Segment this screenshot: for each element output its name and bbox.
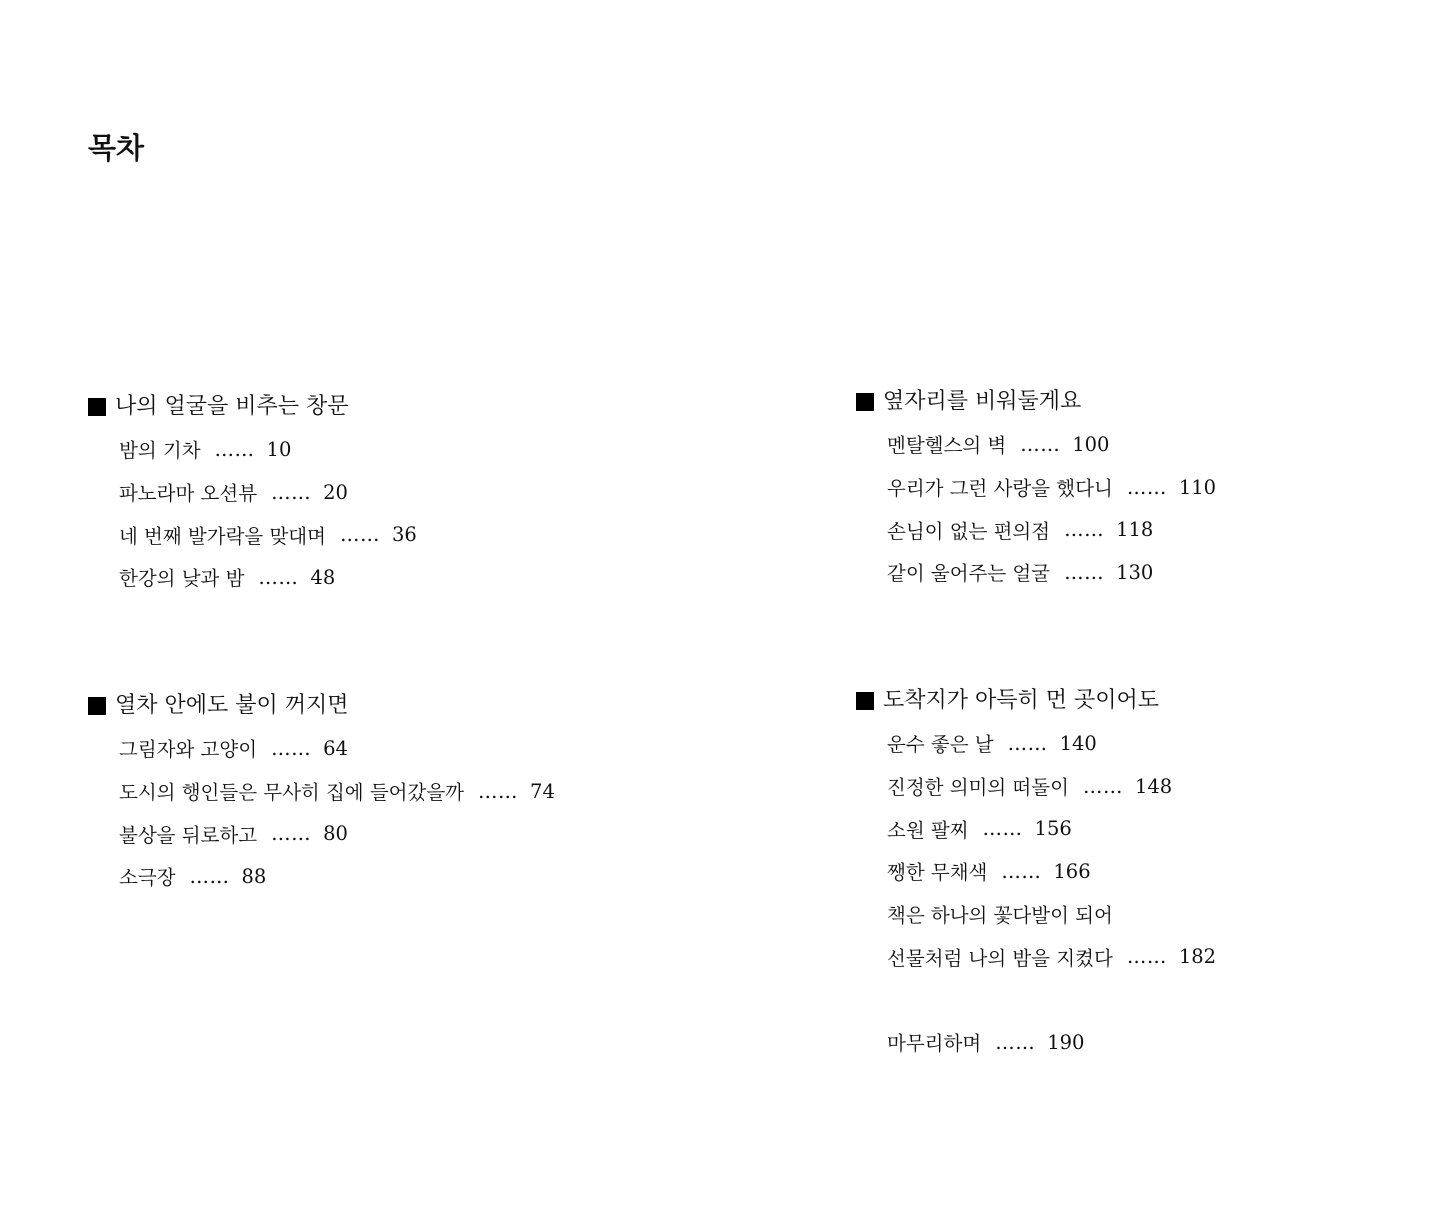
black-square-icon (88, 398, 106, 416)
toc-entry[interactable] (119, 855, 555, 898)
entry-list (856, 722, 1216, 978)
entry-page-number: 36 (391, 523, 417, 547)
entry-page-number: 110 (1178, 475, 1217, 499)
entry-page-number: 88 (241, 864, 267, 888)
entry-title: 우리가 그런 사랑을 했다니 (887, 477, 1113, 501)
entry-page-number: 148 (1134, 774, 1173, 798)
entry-title: 밤의 기차 (119, 439, 201, 463)
entry-page-number: 140 (1059, 731, 1097, 755)
black-square-icon (88, 697, 106, 715)
dot-leader: …… (1126, 475, 1167, 499)
entry-title: 그림자와 고양이 (119, 738, 258, 762)
entry-list (88, 428, 417, 599)
section-heading (88, 390, 417, 424)
toc-entry[interactable] (887, 551, 1216, 594)
entry-title: 한강의 낮과 밤 (119, 567, 245, 591)
toc-entry[interactable] (887, 765, 1216, 808)
section-heading-text: 옆자리를 비워둘게요 (883, 389, 1082, 414)
dot-leader: …… (1082, 774, 1123, 798)
entry-page-number: 80 (323, 822, 348, 846)
section-heading (88, 689, 555, 723)
entry-page-number: 10 (266, 437, 292, 461)
dot-leader: …… (1126, 945, 1167, 969)
entry-page-number: 118 (1116, 518, 1154, 542)
entry-page-number: 64 (323, 736, 348, 760)
toc-entry[interactable] (119, 770, 555, 813)
entry-title: 운수 좋은 날 (887, 733, 994, 757)
section-1 (88, 390, 417, 599)
toc-entry[interactable] (887, 935, 1216, 978)
entry-title: 선물처럼 나의 밤을 지켰다 (887, 946, 1113, 970)
entry-title: 책은 하나의 꽃다발이 되어 (887, 904, 1113, 928)
black-square-icon (856, 393, 874, 411)
toc-entry[interactable] (887, 722, 1216, 765)
toc-entry[interactable] (119, 513, 417, 556)
dot-leader: …… (1064, 518, 1105, 542)
dot-leader: …… (1020, 432, 1061, 456)
entry-title: 불상을 뒤로하고 (119, 823, 258, 847)
dot-leader: …… (1007, 731, 1048, 755)
dot-leader: …… (189, 864, 230, 888)
section-heading (856, 684, 1216, 718)
toc-entry[interactable] (119, 727, 555, 770)
entry-page-number: 190 (1047, 1030, 1085, 1054)
entry-page-number: 166 (1053, 859, 1091, 883)
entry-page-number: 20 (323, 480, 348, 504)
toc-entry-closing[interactable] (887, 1021, 1084, 1063)
dot-leader: …… (478, 779, 519, 803)
entry-list (88, 727, 555, 898)
toc-entry[interactable] (887, 893, 1216, 936)
entry-page-number: 182 (1178, 945, 1217, 969)
dot-leader: …… (339, 523, 380, 547)
entry-title: 네 번째 발가락을 맞대며 (119, 524, 326, 548)
toc-entry[interactable] (887, 508, 1216, 551)
section-3 (856, 385, 1216, 594)
entry-title: 쨍한 무채색 (887, 861, 988, 885)
entry-title: 멘탈헬스의 벽 (887, 434, 1007, 458)
entry-title: 손님이 없는 편의점 (887, 519, 1051, 543)
dot-leader: …… (995, 1030, 1036, 1054)
entry-page-number: 130 (1116, 560, 1154, 584)
toc-entry[interactable] (119, 428, 417, 471)
entry-title: 마무리하며 (887, 1032, 982, 1055)
entry-page-number: 156 (1034, 817, 1072, 841)
dot-leader: …… (271, 822, 312, 846)
entry-title: 소극장 (119, 866, 176, 890)
entry-list (856, 423, 1216, 594)
toc-entry[interactable] (887, 423, 1216, 466)
dot-leader: …… (1001, 859, 1042, 883)
section-4 (856, 684, 1216, 978)
entry-title: 파노라마 오션뷰 (119, 482, 258, 506)
toc-entry[interactable] (119, 812, 555, 855)
page-title: 목차 (88, 131, 145, 165)
entry-page-number: 74 (530, 779, 555, 803)
entry-title: 도시의 행인들은 무사히 집에 들어갔을까 (119, 781, 465, 805)
dot-leader: …… (1064, 560, 1105, 584)
dot-leader: …… (982, 817, 1023, 841)
section-heading (856, 385, 1216, 419)
entry-title: 소원 팔찌 (887, 818, 969, 842)
entry-title: 진정한 의미의 떠돌이 (887, 776, 1069, 800)
entry-page-number: 100 (1072, 432, 1110, 456)
section-2 (88, 689, 555, 898)
dot-leader: …… (271, 480, 312, 504)
dot-leader: …… (258, 565, 299, 589)
toc-entry[interactable] (119, 556, 417, 599)
toc-entry[interactable] (887, 807, 1216, 850)
dot-leader: …… (214, 437, 255, 461)
section-heading-text: 나의 얼굴을 비추는 창문 (115, 394, 349, 419)
toc-entry[interactable] (119, 471, 417, 514)
toc-entry[interactable] (887, 850, 1216, 893)
entry-title: 같이 울어주는 얼굴 (887, 562, 1051, 586)
section-heading-text: 열차 안에도 불이 꺼지면 (115, 693, 349, 718)
section-heading-text: 도착지가 아득히 먼 곳이어도 (883, 688, 1160, 713)
entry-page-number: 48 (310, 565, 336, 589)
dot-leader: …… (271, 736, 312, 760)
toc-entry[interactable] (887, 466, 1216, 509)
black-square-icon (856, 692, 874, 710)
